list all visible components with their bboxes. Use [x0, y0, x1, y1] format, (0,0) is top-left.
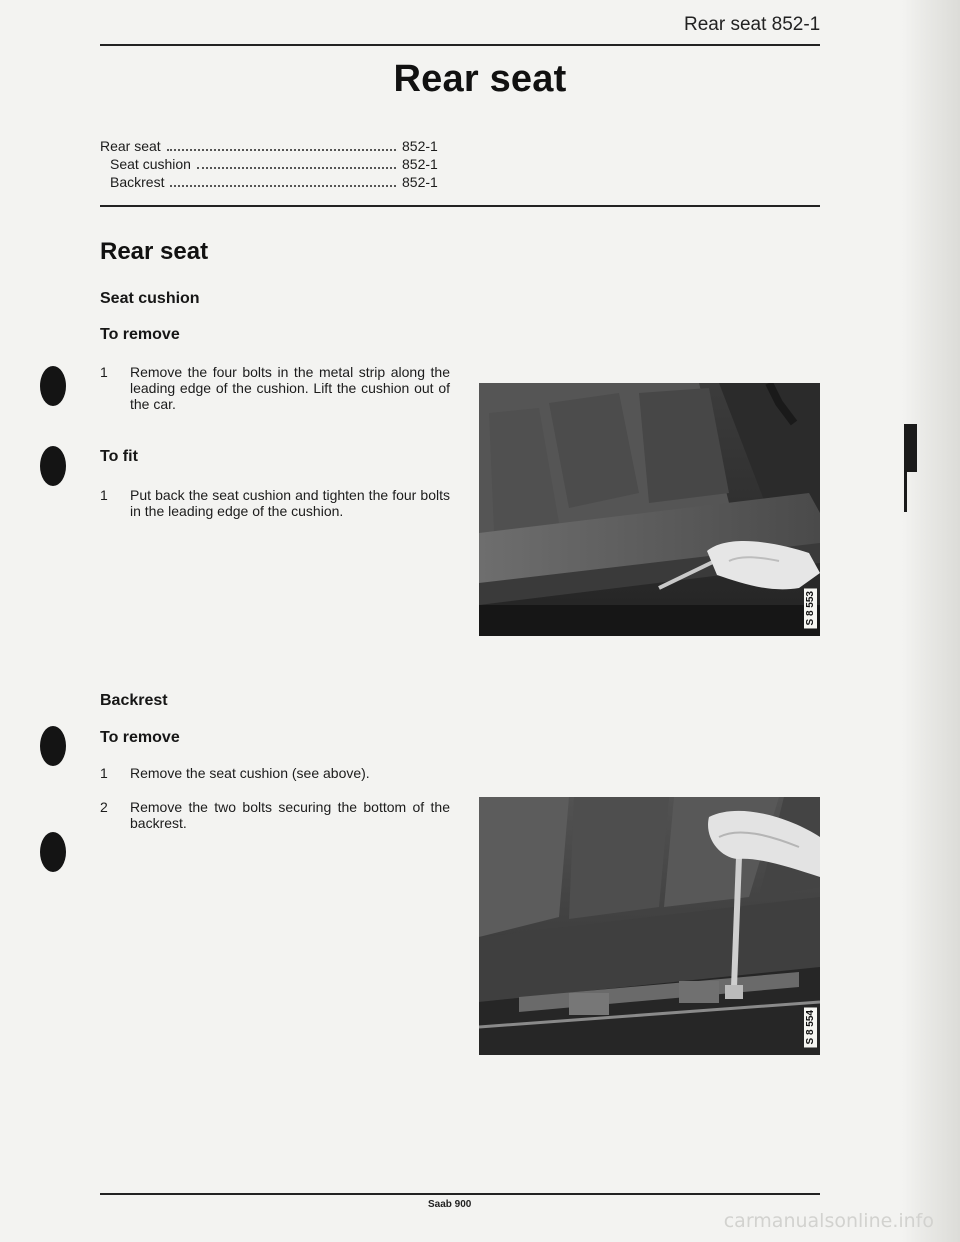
section-rule	[100, 205, 820, 207]
step-text: Remove the seat cushion (see above).	[130, 765, 370, 781]
section-title: Rear seat	[100, 238, 209, 265]
binding-hole	[40, 366, 66, 406]
toc-leader	[170, 185, 396, 187]
subsection-heading: Backrest	[100, 692, 168, 709]
photo-seat-cushion-image	[479, 383, 820, 636]
procedure-step	[100, 765, 450, 781]
figure-code: S 8 553	[804, 588, 817, 628]
toc-leader	[167, 149, 396, 151]
step-text: Put back the seat cushion and tighten the four bolts in the leading edge of the cushion.	[130, 487, 450, 519]
step-number: 1	[100, 364, 108, 380]
photo-seat-cushion-removal	[479, 383, 820, 636]
binding-hole	[40, 446, 66, 486]
toc-entry	[100, 174, 450, 192]
toc-page: 852-1	[402, 138, 438, 154]
subsection-heading: Seat cushion	[100, 290, 200, 307]
procedure-heading: To remove	[100, 729, 180, 746]
figure-code: S 8 554	[804, 1007, 817, 1047]
procedure-step	[100, 487, 450, 519]
toc-label: Rear seat	[100, 138, 161, 154]
step-number: 2	[100, 799, 108, 815]
binding-hole	[40, 832, 66, 872]
procedure-heading: To remove	[100, 326, 180, 343]
photo-backrest-image	[479, 797, 820, 1055]
step-text: Remove the four bolts in the metal strip along the leading edge of the cushion. Lift the cushion out of the car.	[130, 364, 450, 412]
page-edge	[902, 0, 960, 1242]
step-number: 1	[100, 765, 108, 781]
photo-backrest-removal	[479, 797, 820, 1055]
thumb-index-tab	[904, 424, 917, 472]
toc-label: Seat cushion	[110, 156, 191, 172]
footer-text: Saab 900	[428, 1199, 472, 1210]
procedure-step	[100, 364, 450, 412]
page-header-title: Rear seat 852-1	[684, 14, 821, 35]
step-number: 1	[100, 487, 108, 503]
watermark-text: carmanualsonline.info	[723, 1210, 934, 1232]
table-of-contents	[100, 138, 450, 192]
procedure-step	[100, 799, 450, 831]
footer-rule	[100, 1193, 820, 1195]
toc-entry	[100, 156, 450, 174]
binding-hole	[40, 726, 66, 766]
toc-page: 852-1	[402, 156, 438, 172]
page-title: Rear seat	[393, 58, 567, 100]
header-rule	[100, 44, 820, 46]
procedure-heading: To fit	[100, 448, 138, 465]
toc-entry	[100, 138, 450, 156]
step-text: Remove the two bolts securing the bottom of the backrest.	[130, 799, 450, 831]
toc-page: 852-1	[402, 174, 438, 190]
toc-leader	[197, 167, 396, 169]
thumb-index-mark	[904, 470, 907, 512]
toc-label: Backrest	[110, 174, 165, 190]
